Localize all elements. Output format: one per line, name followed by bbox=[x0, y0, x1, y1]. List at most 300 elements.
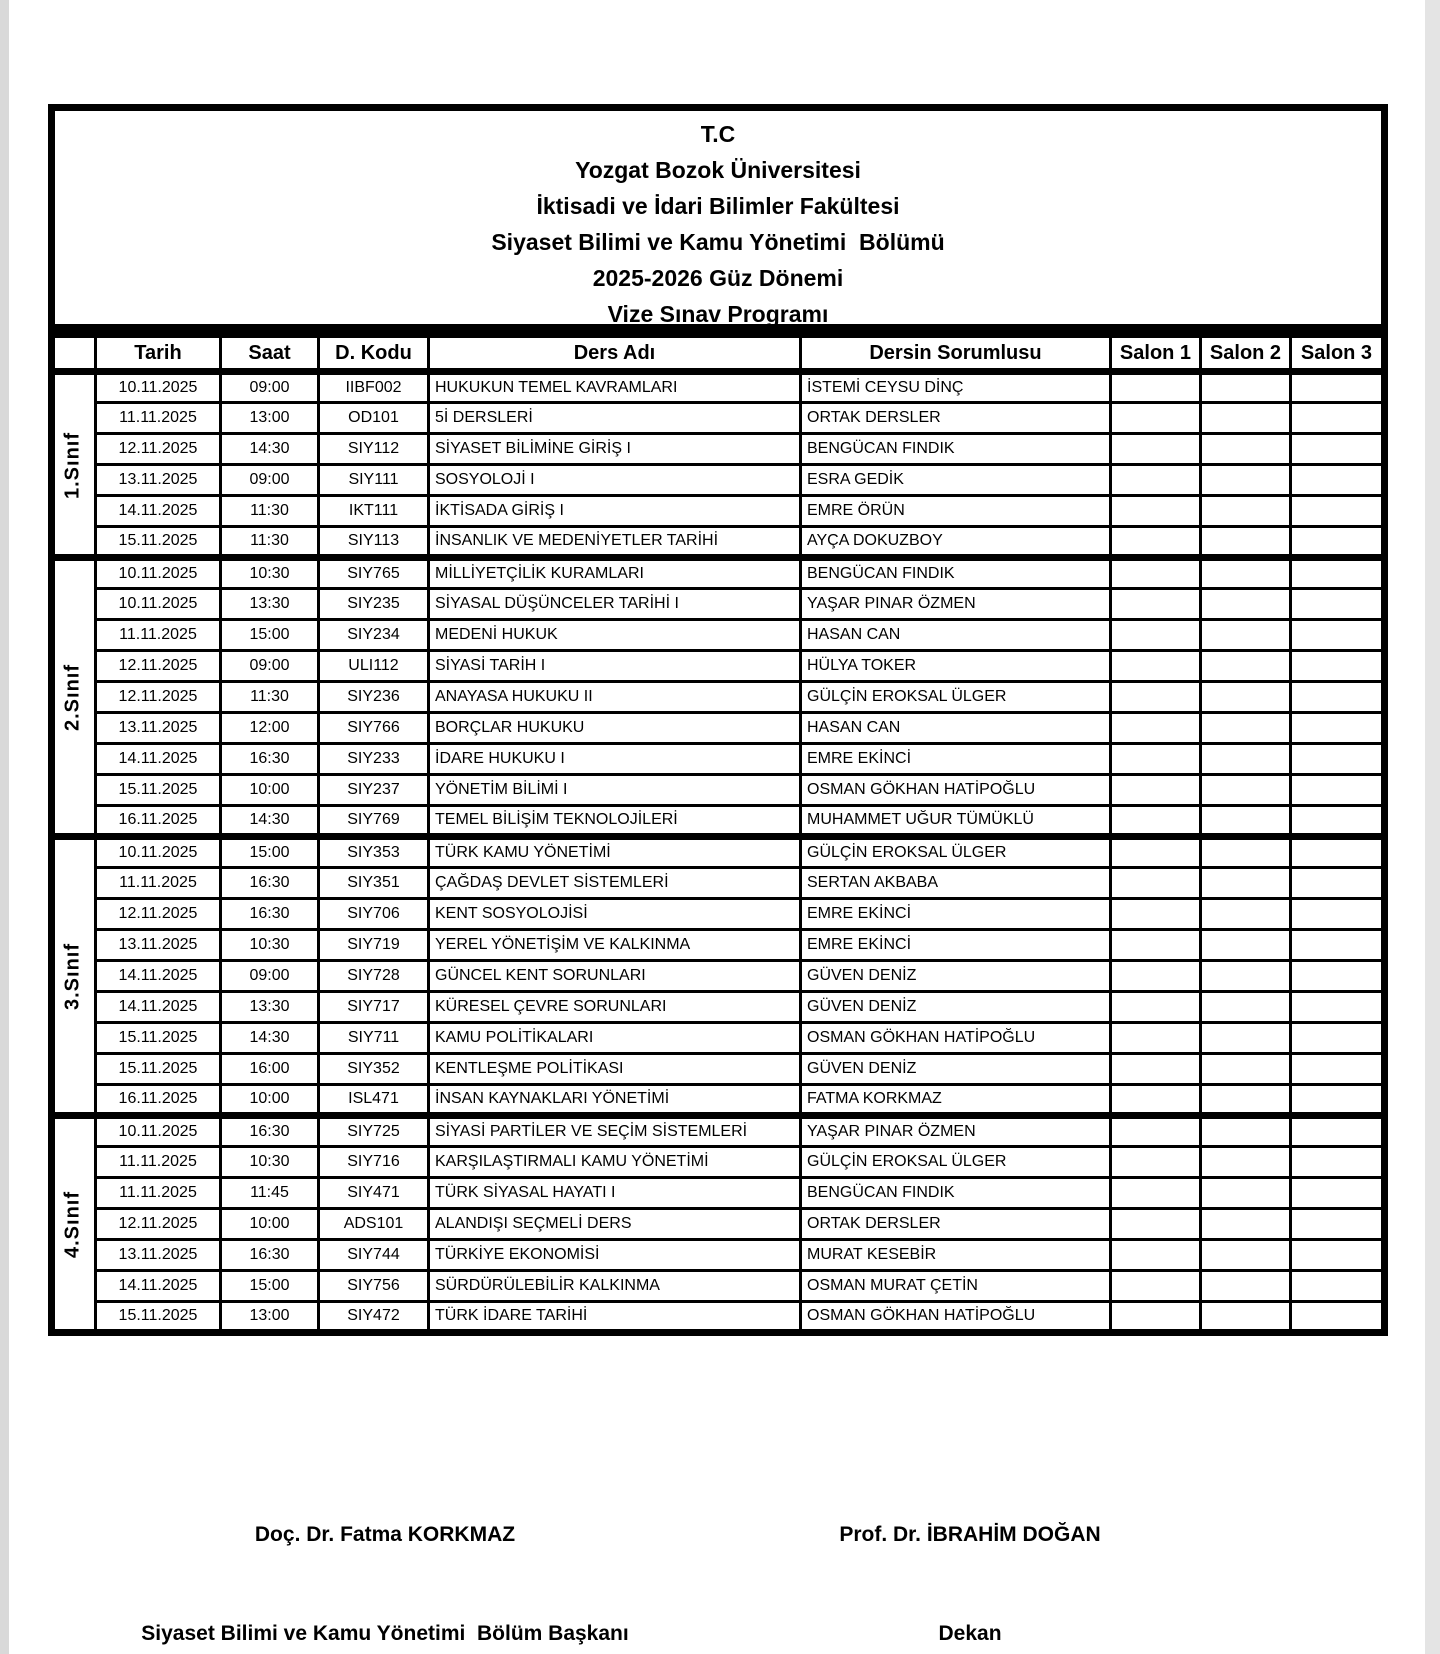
cell-instructor: EMRE ÖRÜN bbox=[801, 496, 1111, 527]
cell-salon-1 bbox=[1111, 651, 1201, 682]
cell-time: 13:00 bbox=[221, 1302, 319, 1333]
cell-time: 16:30 bbox=[221, 899, 319, 930]
cell-course: HUKUKUN TEMEL KAVRAMLARI bbox=[429, 372, 801, 403]
cell-salon-1 bbox=[1111, 465, 1201, 496]
cell-salon-1 bbox=[1111, 1054, 1201, 1085]
cell-date: 14.11.2025 bbox=[96, 496, 221, 527]
cell-date: 11.11.2025 bbox=[96, 403, 221, 434]
exam-row bbox=[52, 558, 1385, 589]
exam-row bbox=[52, 465, 1385, 496]
cell-salon-1 bbox=[1111, 992, 1201, 1023]
cell-course: SİYASAL DÜŞÜNCELER TARİHİ I bbox=[429, 589, 801, 620]
cell-instructor: OSMAN MURAT ÇETİN bbox=[801, 1271, 1111, 1302]
cell-instructor: HASAN CAN bbox=[801, 620, 1111, 651]
cell-salon-1 bbox=[1111, 1116, 1201, 1147]
cell-salon-2 bbox=[1201, 868, 1291, 899]
cell-instructor: ORTAK DERSLER bbox=[801, 403, 1111, 434]
exam-row bbox=[52, 372, 1385, 403]
signature-right-name: Prof. Dr. İBRAHİM DOĞAN bbox=[839, 1523, 1101, 1546]
cell-salon-3 bbox=[1291, 1085, 1385, 1116]
cell-salon-2 bbox=[1201, 403, 1291, 434]
cell-time: 14:30 bbox=[221, 806, 319, 837]
cell-salon-3 bbox=[1291, 868, 1385, 899]
cell-salon-3 bbox=[1291, 651, 1385, 682]
cell-salon-3 bbox=[1291, 837, 1385, 868]
cell-time: 16:30 bbox=[221, 868, 319, 899]
cell-time: 09:00 bbox=[221, 651, 319, 682]
cell-time: 09:00 bbox=[221, 465, 319, 496]
cell-instructor: YAŞAR PINAR ÖZMEN bbox=[801, 1116, 1111, 1147]
exam-row bbox=[52, 899, 1385, 930]
cell-code: SIY234 bbox=[319, 620, 429, 651]
header-line-faculty: İktisadi ve İdari Bilimler Fakültesi bbox=[536, 193, 900, 219]
cell-salon-1 bbox=[1111, 744, 1201, 775]
cell-salon-2 bbox=[1201, 899, 1291, 930]
cell-code: IIBF002 bbox=[319, 372, 429, 403]
cell-course: YEREL YÖNETİŞİM VE KALKINMA bbox=[429, 930, 801, 961]
cell-salon-3 bbox=[1291, 1054, 1385, 1085]
cell-date: 13.11.2025 bbox=[96, 713, 221, 744]
column-header-dkodu: D. Kodu bbox=[319, 335, 429, 372]
cell-code: SIY233 bbox=[319, 744, 429, 775]
cell-date: 13.11.2025 bbox=[96, 930, 221, 961]
cell-salon-2 bbox=[1201, 1147, 1291, 1178]
cell-time: 09:00 bbox=[221, 961, 319, 992]
cell-time: 11:30 bbox=[221, 496, 319, 527]
cell-salon-1 bbox=[1111, 403, 1201, 434]
exam-schedule bbox=[48, 331, 1388, 1336]
cell-date: 15.11.2025 bbox=[96, 775, 221, 806]
signature-right bbox=[715, 1452, 1225, 1654]
cell-code: OD101 bbox=[319, 403, 429, 434]
cell-time: 15:00 bbox=[221, 620, 319, 651]
cell-date: 13.11.2025 bbox=[96, 465, 221, 496]
cell-code: SIY766 bbox=[319, 713, 429, 744]
photo-edge-left bbox=[0, 0, 9, 1654]
cell-salon-2 bbox=[1201, 775, 1291, 806]
cell-date: 10.11.2025 bbox=[96, 372, 221, 403]
cell-salon-3 bbox=[1291, 434, 1385, 465]
cell-time: 10:00 bbox=[221, 1209, 319, 1240]
cell-salon-1 bbox=[1111, 527, 1201, 558]
column-header-tarih: Tarih bbox=[96, 335, 221, 372]
cell-salon-2 bbox=[1201, 496, 1291, 527]
exam-row bbox=[52, 1178, 1385, 1209]
cell-salon-2 bbox=[1201, 930, 1291, 961]
header-line-exam-type: Vize Sınav Programı bbox=[607, 301, 829, 327]
exam-row bbox=[52, 1302, 1385, 1333]
cell-course: SİYASET BİLİMİNE GİRİŞ I bbox=[429, 434, 801, 465]
grade-section bbox=[52, 837, 1385, 1116]
grade-section bbox=[52, 558, 1385, 837]
cell-instructor: İSTEMİ CEYSU DİNÇ bbox=[801, 372, 1111, 403]
cell-salon-1 bbox=[1111, 1240, 1201, 1271]
header-line-department: Siyaset Bilimi ve Kamu Yönetimi Bölümü bbox=[491, 229, 945, 255]
cell-salon-3 bbox=[1291, 744, 1385, 775]
cell-date: 15.11.2025 bbox=[96, 527, 221, 558]
exam-row bbox=[52, 434, 1385, 465]
cell-salon-1 bbox=[1111, 899, 1201, 930]
cell-salon-3 bbox=[1291, 1209, 1385, 1240]
exam-row bbox=[52, 496, 1385, 527]
cell-time: 16:30 bbox=[221, 1116, 319, 1147]
cell-salon-2 bbox=[1201, 372, 1291, 403]
cell-instructor: EMRE EKİNCİ bbox=[801, 899, 1111, 930]
cell-date: 14.11.2025 bbox=[96, 992, 221, 1023]
cell-date: 10.11.2025 bbox=[96, 589, 221, 620]
grade-label: 2.Sınıf bbox=[52, 558, 96, 837]
cell-salon-2 bbox=[1201, 1240, 1291, 1271]
cell-code: SIY744 bbox=[319, 1240, 429, 1271]
cell-course: SÜRDÜRÜLEBİLİR KALKINMA bbox=[429, 1271, 801, 1302]
cell-instructor: OSMAN GÖKHAN HATİPOĞLU bbox=[801, 775, 1111, 806]
column-header-salon3: Salon 3 bbox=[1291, 335, 1385, 372]
header-line-university: Yozgat Bozok Üniversitesi bbox=[575, 157, 861, 183]
cell-course: KENT SOSYOLOJİSİ bbox=[429, 899, 801, 930]
cell-course: İNSAN KAYNAKLARI YÖNETİMİ bbox=[429, 1085, 801, 1116]
cell-instructor: BENGÜCAN FINDIK bbox=[801, 1178, 1111, 1209]
cell-salon-2 bbox=[1201, 837, 1291, 868]
cell-date: 10.11.2025 bbox=[96, 837, 221, 868]
cell-salon-3 bbox=[1291, 713, 1385, 744]
cell-salon-3 bbox=[1291, 620, 1385, 651]
cell-time: 15:00 bbox=[221, 837, 319, 868]
exam-row bbox=[52, 682, 1385, 713]
cell-time: 10:00 bbox=[221, 775, 319, 806]
exam-schedule-table bbox=[48, 331, 1388, 1336]
cell-salon-2 bbox=[1201, 744, 1291, 775]
exam-row bbox=[52, 744, 1385, 775]
cell-instructor: EMRE EKİNCİ bbox=[801, 930, 1111, 961]
cell-salon-3 bbox=[1291, 589, 1385, 620]
cell-instructor: BENGÜCAN FINDIK bbox=[801, 558, 1111, 589]
cell-salon-3 bbox=[1291, 899, 1385, 930]
cell-salon-1 bbox=[1111, 868, 1201, 899]
cell-salon-2 bbox=[1201, 682, 1291, 713]
cell-code: ADS101 bbox=[319, 1209, 429, 1240]
cell-instructor: GÜLÇİN EROKSAL ÜLGER bbox=[801, 1147, 1111, 1178]
cell-salon-1 bbox=[1111, 930, 1201, 961]
cell-instructor: YAŞAR PINAR ÖZMEN bbox=[801, 589, 1111, 620]
document-header bbox=[48, 104, 1388, 331]
cell-time: 16:30 bbox=[221, 744, 319, 775]
column-header-dersadi: Ders Adı bbox=[429, 335, 801, 372]
cell-salon-1 bbox=[1111, 1147, 1201, 1178]
cell-salon-3 bbox=[1291, 527, 1385, 558]
cell-date: 15.11.2025 bbox=[96, 1023, 221, 1054]
exam-row bbox=[52, 1054, 1385, 1085]
cell-salon-2 bbox=[1201, 992, 1291, 1023]
cell-instructor: GÜVEN DENİZ bbox=[801, 1054, 1111, 1085]
cell-course: 5İ DERSLERİ bbox=[429, 403, 801, 434]
cell-instructor: ESRA GEDİK bbox=[801, 465, 1111, 496]
header-line-term: 2025-2026 Güz Dönemi bbox=[592, 265, 844, 291]
cell-salon-2 bbox=[1201, 806, 1291, 837]
cell-code: SIY471 bbox=[319, 1178, 429, 1209]
cell-code: SIY717 bbox=[319, 992, 429, 1023]
cell-instructor: AYÇA DOKUZBOY bbox=[801, 527, 1111, 558]
exam-row bbox=[52, 403, 1385, 434]
cell-course: ÇAĞDAŞ DEVLET SİSTEMLERİ bbox=[429, 868, 801, 899]
cell-salon-2 bbox=[1201, 465, 1291, 496]
grade-section bbox=[52, 372, 1385, 558]
exam-row bbox=[52, 868, 1385, 899]
cell-course: KAMU POLİTİKALARI bbox=[429, 1023, 801, 1054]
cell-salon-3 bbox=[1291, 1271, 1385, 1302]
exam-row bbox=[52, 837, 1385, 868]
cell-time: 10:30 bbox=[221, 930, 319, 961]
cell-salon-3 bbox=[1291, 372, 1385, 403]
cell-date: 15.11.2025 bbox=[96, 1302, 221, 1333]
cell-code: SIY756 bbox=[319, 1271, 429, 1302]
cell-date: 14.11.2025 bbox=[96, 744, 221, 775]
cell-instructor: MUHAMMET UĞUR TÜMÜKLÜ bbox=[801, 806, 1111, 837]
cell-date: 14.11.2025 bbox=[96, 1271, 221, 1302]
exam-row bbox=[52, 1240, 1385, 1271]
cell-date: 12.11.2025 bbox=[96, 682, 221, 713]
cell-code: SIY353 bbox=[319, 837, 429, 868]
cell-course: ANAYASA HUKUKU II bbox=[429, 682, 801, 713]
cell-instructor: ORTAK DERSLER bbox=[801, 1209, 1111, 1240]
cell-salon-3 bbox=[1291, 1178, 1385, 1209]
cell-code: SIY765 bbox=[319, 558, 429, 589]
exam-row bbox=[52, 930, 1385, 961]
cell-time: 16:00 bbox=[221, 1054, 319, 1085]
exam-row bbox=[52, 713, 1385, 744]
header-line-tc: T.C bbox=[700, 121, 736, 147]
cell-date: 12.11.2025 bbox=[96, 651, 221, 682]
cell-date: 16.11.2025 bbox=[96, 1085, 221, 1116]
exam-row bbox=[52, 992, 1385, 1023]
cell-salon-1 bbox=[1111, 1023, 1201, 1054]
cell-code: ISL471 bbox=[319, 1085, 429, 1116]
cell-course: ALANDIŞI SEÇMELİ DERS bbox=[429, 1209, 801, 1240]
cell-code: SIY237 bbox=[319, 775, 429, 806]
cell-instructor: SERTAN AKBABA bbox=[801, 868, 1111, 899]
cell-course: TÜRK İDARE TARİHİ bbox=[429, 1302, 801, 1333]
cell-course: TÜRK SİYASAL HAYATI I bbox=[429, 1178, 801, 1209]
cell-instructor: HASAN CAN bbox=[801, 713, 1111, 744]
cell-code: SIY711 bbox=[319, 1023, 429, 1054]
cell-date: 12.11.2025 bbox=[96, 434, 221, 465]
cell-salon-1 bbox=[1111, 1302, 1201, 1333]
cell-salon-3 bbox=[1291, 992, 1385, 1023]
cell-salon-1 bbox=[1111, 558, 1201, 589]
exam-row bbox=[52, 1147, 1385, 1178]
cell-salon-2 bbox=[1201, 1302, 1291, 1333]
cell-time: 11:45 bbox=[221, 1178, 319, 1209]
signature-left-name: Doç. Dr. Fatma KORKMAZ bbox=[254, 1523, 516, 1546]
cell-salon-3 bbox=[1291, 806, 1385, 837]
grade-column-spacer bbox=[52, 335, 96, 372]
exam-row bbox=[52, 1209, 1385, 1240]
grade-label: 4.Sınıf bbox=[52, 1116, 96, 1333]
cell-salon-2 bbox=[1201, 1023, 1291, 1054]
cell-time: 14:30 bbox=[221, 434, 319, 465]
cell-date: 14.11.2025 bbox=[96, 961, 221, 992]
cell-salon-2 bbox=[1201, 651, 1291, 682]
exam-row bbox=[52, 1085, 1385, 1116]
cell-code: SIY716 bbox=[319, 1147, 429, 1178]
cell-time: 13:30 bbox=[221, 992, 319, 1023]
cell-code: SIY112 bbox=[319, 434, 429, 465]
exam-row bbox=[52, 806, 1385, 837]
cell-salon-2 bbox=[1201, 558, 1291, 589]
cell-salon-1 bbox=[1111, 682, 1201, 713]
cell-code: ULI112 bbox=[319, 651, 429, 682]
cell-salon-1 bbox=[1111, 496, 1201, 527]
exam-row bbox=[52, 1271, 1385, 1302]
cell-date: 12.11.2025 bbox=[96, 899, 221, 930]
cell-time: 10:30 bbox=[221, 1147, 319, 1178]
cell-salon-1 bbox=[1111, 775, 1201, 806]
cell-code: SIY769 bbox=[319, 806, 429, 837]
cell-salon-3 bbox=[1291, 558, 1385, 589]
column-header-sorumlu: Dersin Sorumlusu bbox=[801, 335, 1111, 372]
cell-course: KÜRESEL ÇEVRE SORUNLARI bbox=[429, 992, 801, 1023]
cell-code: SIY728 bbox=[319, 961, 429, 992]
cell-course: KENTLEŞME POLİTİKASI bbox=[429, 1054, 801, 1085]
cell-time: 09:00 bbox=[221, 372, 319, 403]
exam-row bbox=[52, 651, 1385, 682]
cell-course: İDARE HUKUKU I bbox=[429, 744, 801, 775]
cell-course: TÜRKİYE EKONOMİSİ bbox=[429, 1240, 801, 1271]
cell-time: 11:30 bbox=[221, 682, 319, 713]
cell-course: İNSANLIK VE MEDENİYETLER TARİHİ bbox=[429, 527, 801, 558]
cell-time: 10:00 bbox=[221, 1085, 319, 1116]
cell-salon-2 bbox=[1201, 1271, 1291, 1302]
cell-salon-3 bbox=[1291, 496, 1385, 527]
cell-salon-1 bbox=[1111, 1085, 1201, 1116]
cell-date: 10.11.2025 bbox=[96, 558, 221, 589]
cell-salon-1 bbox=[1111, 1178, 1201, 1209]
cell-salon-2 bbox=[1201, 620, 1291, 651]
cell-instructor: GÜVEN DENİZ bbox=[801, 961, 1111, 992]
cell-date: 11.11.2025 bbox=[96, 1178, 221, 1209]
cell-salon-3 bbox=[1291, 1302, 1385, 1333]
cell-salon-2 bbox=[1201, 1054, 1291, 1085]
exam-row bbox=[52, 589, 1385, 620]
exam-row bbox=[52, 775, 1385, 806]
cell-time: 13:00 bbox=[221, 403, 319, 434]
cell-instructor: OSMAN GÖKHAN HATİPOĞLU bbox=[801, 1023, 1111, 1054]
cell-salon-1 bbox=[1111, 713, 1201, 744]
cell-salon-1 bbox=[1111, 961, 1201, 992]
cell-salon-1 bbox=[1111, 620, 1201, 651]
cell-course: İKTİSADA GİRİŞ I bbox=[429, 496, 801, 527]
cell-instructor: EMRE EKİNCİ bbox=[801, 744, 1111, 775]
cell-salon-2 bbox=[1201, 1085, 1291, 1116]
signature-left bbox=[120, 1452, 650, 1654]
cell-instructor: FATMA KORKMAZ bbox=[801, 1085, 1111, 1116]
cell-course: BORÇLAR HUKUKU bbox=[429, 713, 801, 744]
cell-instructor: GÜLÇİN EROKSAL ÜLGER bbox=[801, 837, 1111, 868]
photo-edge-right bbox=[1425, 0, 1440, 1654]
cell-salon-3 bbox=[1291, 465, 1385, 496]
exam-row bbox=[52, 961, 1385, 992]
cell-date: 13.11.2025 bbox=[96, 1240, 221, 1271]
cell-salon-2 bbox=[1201, 1209, 1291, 1240]
cell-salon-3 bbox=[1291, 961, 1385, 992]
cell-date: 11.11.2025 bbox=[96, 620, 221, 651]
grade-label: 1.Sınıf bbox=[52, 372, 96, 558]
cell-salon-3 bbox=[1291, 1116, 1385, 1147]
column-header-salon1: Salon 1 bbox=[1111, 335, 1201, 372]
cell-course: YÖNETİM BİLİMİ I bbox=[429, 775, 801, 806]
cell-time: 15:00 bbox=[221, 1271, 319, 1302]
exam-row bbox=[52, 620, 1385, 651]
signature-right-title: Dekan bbox=[938, 1622, 1002, 1645]
cell-code: SIY352 bbox=[319, 1054, 429, 1085]
cell-course: TEMEL BİLİŞİM TEKNOLOJİLERİ bbox=[429, 806, 801, 837]
cell-salon-1 bbox=[1111, 589, 1201, 620]
cell-date: 16.11.2025 bbox=[96, 806, 221, 837]
cell-salon-3 bbox=[1291, 775, 1385, 806]
cell-instructor: OSMAN GÖKHAN HATİPOĞLU bbox=[801, 1302, 1111, 1333]
cell-date: 11.11.2025 bbox=[96, 1147, 221, 1178]
cell-course: KARŞILAŞTIRMALI KAMU YÖNETİMİ bbox=[429, 1147, 801, 1178]
column-header-salon2: Salon 2 bbox=[1201, 335, 1291, 372]
grade-section bbox=[52, 1116, 1385, 1333]
exam-row bbox=[52, 1023, 1385, 1054]
cell-course: GÜNCEL KENT SORUNLARI bbox=[429, 961, 801, 992]
cell-salon-1 bbox=[1111, 837, 1201, 868]
cell-code: SIY235 bbox=[319, 589, 429, 620]
cell-code: SIY719 bbox=[319, 930, 429, 961]
cell-instructor: HÜLYA TOKER bbox=[801, 651, 1111, 682]
cell-salon-1 bbox=[1111, 372, 1201, 403]
cell-code: SIY236 bbox=[319, 682, 429, 713]
cell-code: SIY351 bbox=[319, 868, 429, 899]
cell-code: SIY113 bbox=[319, 527, 429, 558]
signature-left-title: Siyaset Bilimi ve Kamu Yönetimi Bölüm Başkanı bbox=[141, 1622, 629, 1645]
cell-salon-3 bbox=[1291, 403, 1385, 434]
cell-date: 11.11.2025 bbox=[96, 868, 221, 899]
cell-salon-2 bbox=[1201, 1178, 1291, 1209]
cell-code: SIY725 bbox=[319, 1116, 429, 1147]
cell-course: TÜRK KAMU YÖNETİMİ bbox=[429, 837, 801, 868]
cell-salon-1 bbox=[1111, 1209, 1201, 1240]
cell-code: SIY472 bbox=[319, 1302, 429, 1333]
cell-date: 10.11.2025 bbox=[96, 1116, 221, 1147]
cell-salon-3 bbox=[1291, 1023, 1385, 1054]
cell-salon-1 bbox=[1111, 1271, 1201, 1302]
cell-time: 10:30 bbox=[221, 558, 319, 589]
cell-time: 11:30 bbox=[221, 527, 319, 558]
cell-course: MİLLİYETÇİLİK KURAMLARI bbox=[429, 558, 801, 589]
cell-time: 13:30 bbox=[221, 589, 319, 620]
column-header-saat: Saat bbox=[221, 335, 319, 372]
cell-date: 12.11.2025 bbox=[96, 1209, 221, 1240]
cell-date: 15.11.2025 bbox=[96, 1054, 221, 1085]
cell-code: IKT111 bbox=[319, 496, 429, 527]
cell-course: SİYASİ TARİH I bbox=[429, 651, 801, 682]
cell-course: SİYASİ PARTİLER VE SEÇİM SİSTEMLERİ bbox=[429, 1116, 801, 1147]
cell-salon-2 bbox=[1201, 589, 1291, 620]
cell-instructor: MURAT KESEBİR bbox=[801, 1240, 1111, 1271]
exam-row bbox=[52, 1116, 1385, 1147]
cell-salon-2 bbox=[1201, 434, 1291, 465]
cell-salon-2 bbox=[1201, 527, 1291, 558]
cell-salon-1 bbox=[1111, 434, 1201, 465]
exam-row bbox=[52, 527, 1385, 558]
cell-salon-3 bbox=[1291, 1147, 1385, 1178]
cell-time: 16:30 bbox=[221, 1240, 319, 1271]
cell-salon-2 bbox=[1201, 961, 1291, 992]
cell-salon-2 bbox=[1201, 1116, 1291, 1147]
cell-salon-2 bbox=[1201, 713, 1291, 744]
grade-label: 3.Sınıf bbox=[52, 837, 96, 1116]
